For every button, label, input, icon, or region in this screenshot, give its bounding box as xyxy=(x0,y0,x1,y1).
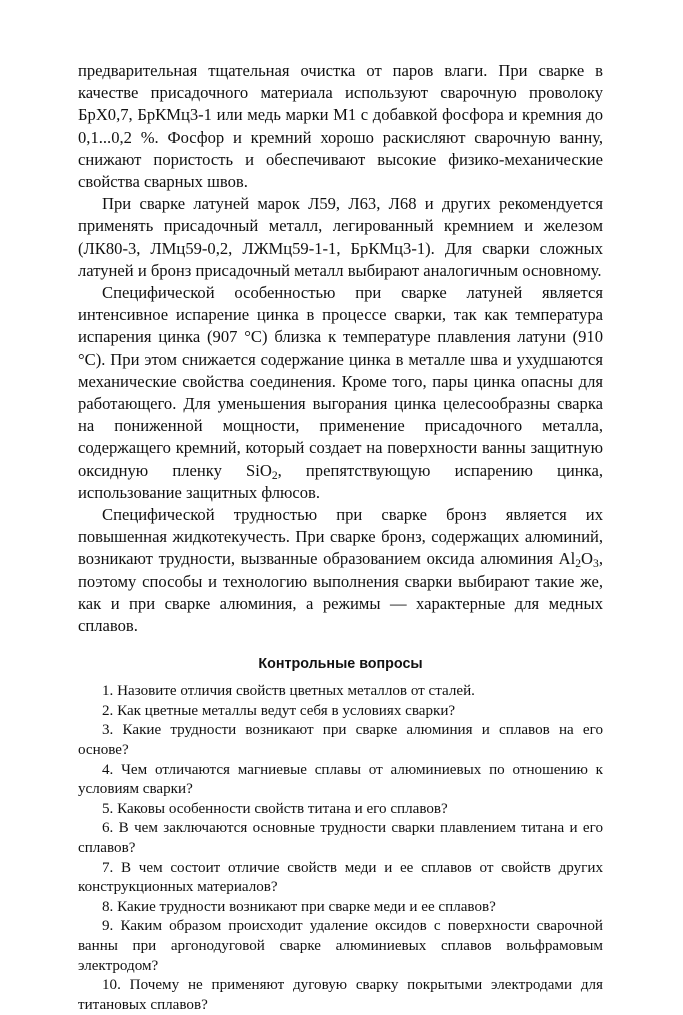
paragraph-zinc-text-end: , препятствующую испарению цинка, использование защитных флюсов. xyxy=(78,460,603,502)
paragraph-filler-wire: предварительная тщательная очистка от паров влаги. При сварке в качестве присадочного материала используют сварочную проволоку БрХ0,7, БрКМц3-1 или медь марки М1 с добавкой фосфора и кремния до 0,1...0,2 %. Фосфор и кремний хорошо раскисляют сварочную ванну, снижают пористость и обеспечивают высокие физико-механические свойства сварных швов. xyxy=(78,61,603,192)
question-item: 9. Каким образом происходит удаление оксидов с поверхности сварочной ванны при аргонодуговой сварке алюминиевых сплавов вольфрамовым электродом? xyxy=(78,918,603,974)
page xyxy=(78,60,603,1015)
question-item: 4. Чем отличаются магниевые сплавы от алюминиевых по отношению к условиям сварки? xyxy=(78,761,603,798)
paragraph-brass-filler: При сварке латуней марок Л59, Л63, Л68 и других рекомендуется применять присадочный металл, легированный кремнием и железом (ЛК80-3, ЛМц59-0,2, ЛЖМц59-1-1, БрКМц3-1). Для сварки сложных латуней и бронз присадочный металл выбирают аналогичным основному. xyxy=(78,194,603,280)
formula-al2o3 xyxy=(558,549,599,571)
formula-sio2-main: SiO xyxy=(245,460,272,480)
formula-sio2 xyxy=(246,461,278,480)
formula-al2o3-subscript-2: 3 xyxy=(593,557,599,571)
formula-sio2-subscript: 2 xyxy=(271,468,278,482)
formula-al2o3-al: Al xyxy=(558,549,576,569)
section-heading: Контрольные вопросы xyxy=(258,656,423,673)
paragraph-bronze-fluidity xyxy=(78,504,603,637)
question-item: 3. Какие трудности возникают при сварке алюминия и сплавов на его основе? xyxy=(78,722,603,759)
formula-al2o3-subscript-1: 2 xyxy=(575,557,582,571)
body-text xyxy=(78,60,603,637)
paragraph-bronze-text-start: Специфической трудностью при сварке бронз является их повышенная жидкотекучесть. При сварке бронз, содержащих алюминий, возникают трудности, вызванные образованием оксида алюминия xyxy=(78,505,603,569)
question-item: 2. Как цветные металлы ведут себя в условиях сварки? xyxy=(102,702,456,719)
formula-al2o3-o: O xyxy=(581,549,594,569)
question-item: 8. Какие трудности возникают при сварке меди и ее сплавов? xyxy=(102,898,496,915)
question-item: 5. Каковы особенности свойств титана и его сплавов? xyxy=(102,800,448,817)
paragraph-zinc-text-start: Специфической особенностью при сварке латуней является интенсивное испарение цинка в процессе сварки, так как температура испарения цинка (907 °С) близка к температуре плавления латуни (910 °С). При этом снижается содержание цинка в металле шва и ухудшаются механические свойства соединения. Кроме того, пары цинка опасны для работающего. Для уменьшения выгорания цинка целесообразны сварка на пониженной мощности, применение присадочного металла, содержащего кремний, который создает на поверхности ванны защитную оксидную пленку xyxy=(78,283,603,480)
question-item: 1. Назовите отличия свойств цветных металлов от сталей. xyxy=(102,683,475,700)
paragraph-bronze-text-end: , поэтому способы и технологию выполнения сварки выбирают такие же, как и при сварке алюминия, а режимы — характерные для медных сплавов. xyxy=(78,549,603,636)
question-item: 6. В чем заключаются основные трудности сварки плавлением титана и его сплавов? xyxy=(78,820,603,857)
questions-list xyxy=(78,682,603,1015)
question-item: 7. В чем состоит отличие свойств меди и ее сплавов от свойств других конструкционных материалов? xyxy=(78,859,603,896)
paragraph-zinc-evaporation xyxy=(78,282,603,504)
question-item: 10. Почему не применяют дуговую сварку покрытыми электродами для титановых сплавов? xyxy=(78,977,603,1013)
